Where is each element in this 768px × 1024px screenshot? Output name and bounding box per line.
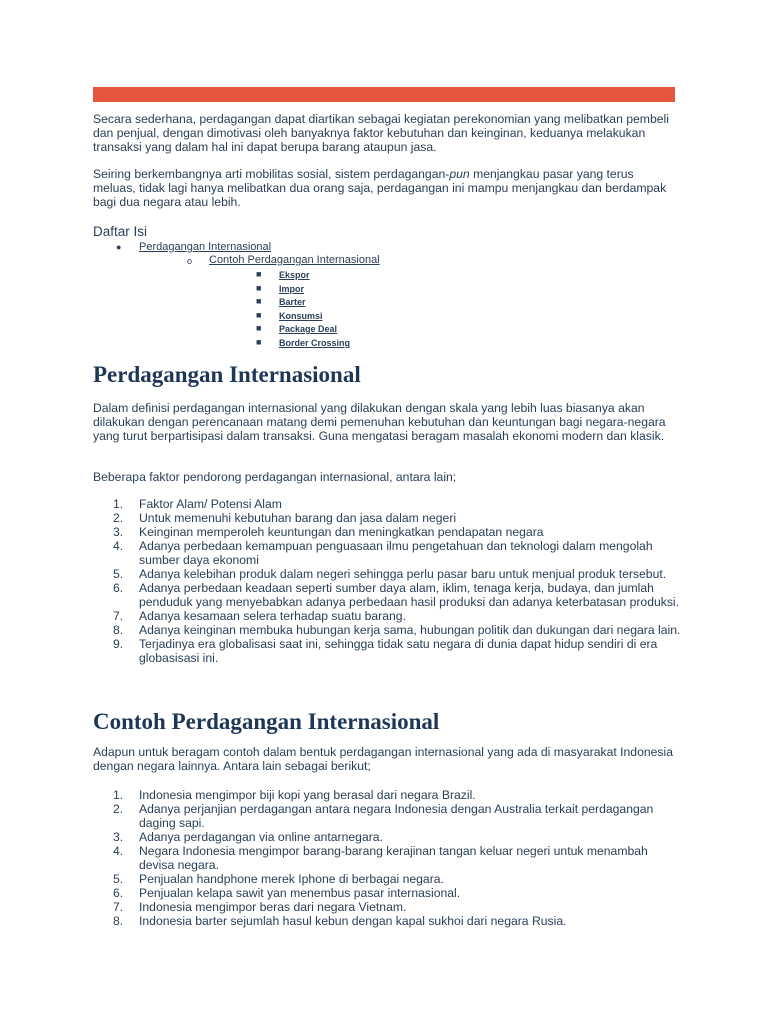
list-item-number: 6.: [113, 886, 124, 900]
toc-bullet-l3: ■: [256, 269, 262, 279]
toc-bullet-l3: ■: [256, 323, 262, 333]
examples-list: [93, 788, 683, 928]
list-item: [93, 788, 683, 802]
list-item-number: 2.: [113, 802, 124, 816]
toc-link-impor[interactable]: Impor: [279, 284, 305, 294]
list-item-text: Terjadinya era globalisasi saat ini, sehingga tidak satu negara di dunia dapat hidup sendiri di era globasisasi ini.: [139, 637, 658, 665]
list-item: [93, 581, 683, 609]
list-item-number: 1.: [113, 497, 124, 511]
toc-bullet-l3: ■: [256, 296, 262, 306]
intro-p2-start: Seiring berkembangnya arti mobilitas sosial, sistem perdagangan-: [93, 167, 450, 181]
list-item-text: Adanya perbedaan keadaan seperti sumber daya alam, iklim, tenaga kerja, budaya, dan jumlah penduduk yang menyebabkan adanya perbedaan hasil produksi dan adanya keterbatasan produksi.: [139, 581, 680, 609]
toc-link-barter[interactable]: Barter: [279, 297, 306, 307]
list-item: [93, 830, 683, 844]
section2-paragraph-1: Adapun untuk beragam contoh dalam bentuk perdagangan internasional yang ada di masyarakat Indonesia dengan negara lainnya. Antara lain sebagai berikut;: [93, 745, 673, 773]
list-item-number: 3.: [113, 525, 124, 539]
toc-bullet-l3: ■: [256, 337, 262, 347]
list-item: [93, 900, 683, 914]
list-item: [93, 844, 683, 872]
list-item-text: Indonesia mengimpor beras dari negara Vietnam.: [139, 900, 407, 914]
list-item: [93, 914, 683, 928]
list-item-number: 5.: [113, 872, 124, 886]
list-item-text: Indonesia barter sejumlah hasul kebun dengan kapal sukhoi dari negara Rusia.: [139, 914, 567, 928]
intro-paragraph-2: [93, 167, 678, 209]
list-item-number: 5.: [113, 567, 124, 581]
list-item-text: Penjualan handphone merek Iphone di berbagai negara.: [139, 872, 444, 886]
list-item-number: 7.: [113, 900, 124, 914]
toc-bullet-l2: o: [187, 256, 193, 266]
toc-link-ekspor[interactable]: Ekspor: [279, 270, 310, 280]
list-item-number: 1.: [113, 788, 124, 802]
list-item-text: Keinginan memperoleh keuntungan dan meningkatkan pendapatan negara: [139, 525, 544, 539]
list-item-number: 4.: [113, 844, 124, 858]
list-item: [93, 637, 683, 665]
list-item-text: Adanya keinginan membuka hubungan kerja sama, hubungan politik dan dukungan dari negara lain.: [139, 623, 681, 637]
intro-p2-end: menjangkau pasar yang terus meluas, tidak lagi hanya melibatkan dua orang saja, perdagangan ini mampu menjangkau dan berdampak bagi dua negara atau lebih.: [93, 167, 667, 209]
intro-p2-emphasis: pun: [449, 167, 470, 181]
list-item-text: Adanya kesamaan selera terhadap suatu barang.: [139, 609, 406, 623]
list-item-text: Untuk memenuhi kebutuhan barang dan jasa dalam negeri: [139, 511, 457, 525]
toc-link-package-deal[interactable]: Package Deal: [279, 324, 338, 334]
list-item: [93, 802, 683, 830]
list-item-number: 8.: [113, 623, 124, 637]
list-item: [93, 539, 683, 567]
toc-title: Daftar Isi: [93, 224, 148, 239]
toc-link-border-crossing[interactable]: Border Crossing: [279, 338, 351, 348]
list-item-number: 3.: [113, 830, 124, 844]
section-heading-perdagangan-internasional: Perdagangan Internasional: [93, 362, 361, 387]
toc-bullet-l3: ■: [256, 310, 262, 320]
list-item-text: Adanya perdagangan via online antarnegara.: [139, 830, 383, 844]
list-item: [93, 609, 683, 623]
section1-paragraph-1: Dalam definisi perdagangan internasional yang dilakukan dengan skala yang lebih luas biasanya akan dilakukan dengan perencanaan matang demi pemenuhan kebutuhan dan keuntungan bagi negara-negara yang turut berpartisipasi dalam transaksi. Guna mengatasi beragam masalah ekonomi modern dan klasik.: [93, 401, 666, 443]
list-item-number: 6.: [113, 581, 124, 595]
list-item-number: 2.: [113, 511, 124, 525]
list-item-number: 4.: [113, 539, 124, 553]
toc-link-contoh[interactable]: Contoh Perdagangan Internasional: [209, 254, 380, 266]
list-item-text: Negara Indonesia mengimpor barang-barang kerajinan tangan keluar negeri untuk menambah devisa negara.: [139, 844, 648, 872]
list-item-text: Adanya kelebihan produk dalam negeri sehingga perlu pasar baru untuk menjual produk tersebut.: [139, 567, 667, 581]
list-item-text: Indonesia mengimpor biji kopi yang berasal dari negara Brazil.: [139, 788, 476, 802]
list-item: [93, 525, 683, 539]
factors-list: [93, 497, 683, 665]
list-item: [93, 497, 683, 511]
section1-paragraph-2: Beberapa faktor pendorong perdagangan internasional, antara lain;: [93, 470, 457, 484]
header-accent-bar: [93, 87, 675, 102]
list-item: [93, 567, 683, 581]
list-item-text: Adanya perjanjian perdagangan antara negara Indonesia dengan Australia terkait perdagangan daging sapi.: [139, 802, 654, 830]
list-item-text: Faktor Alam/ Potensi Alam: [139, 497, 282, 511]
list-item-text: Penjualan kelapa sawit yan menembus pasar internasional.: [139, 886, 461, 900]
list-item-text: Adanya perbedaan kemampuan penguasaan ilmu pengetahuan dan teknologi dalam mengolah sumber daya ekonomi: [139, 539, 653, 567]
section-heading-contoh: Contoh Perdagangan Internasional: [93, 709, 440, 734]
list-item-number: 9.: [113, 637, 124, 651]
toc-bullet-l3: ■: [256, 283, 262, 293]
list-item-number: 7.: [113, 609, 124, 623]
toc-link-konsumsi[interactable]: Konsumsi: [279, 311, 323, 321]
list-item-number: 8.: [113, 914, 124, 928]
list-item: [93, 511, 683, 525]
list-item: [93, 872, 683, 886]
toc-bullet-l1: ●: [116, 242, 122, 252]
list-item: [93, 623, 683, 637]
list-item: [93, 886, 683, 900]
toc-link-perdagangan-internasional[interactable]: Perdagangan Internasional: [139, 241, 272, 253]
intro-paragraph-1: Secara sederhana, perdagangan dapat diartikan sebagai kegiatan perekonomian yang melibatkan pembeli dan penjual, dengan dimotivasi oleh banyaknya faktor kebutuhan dan keinginan, keduanya melakukan transaksi yang dalam hal ini dapat berupa barang ataupun jasa.: [93, 112, 669, 154]
